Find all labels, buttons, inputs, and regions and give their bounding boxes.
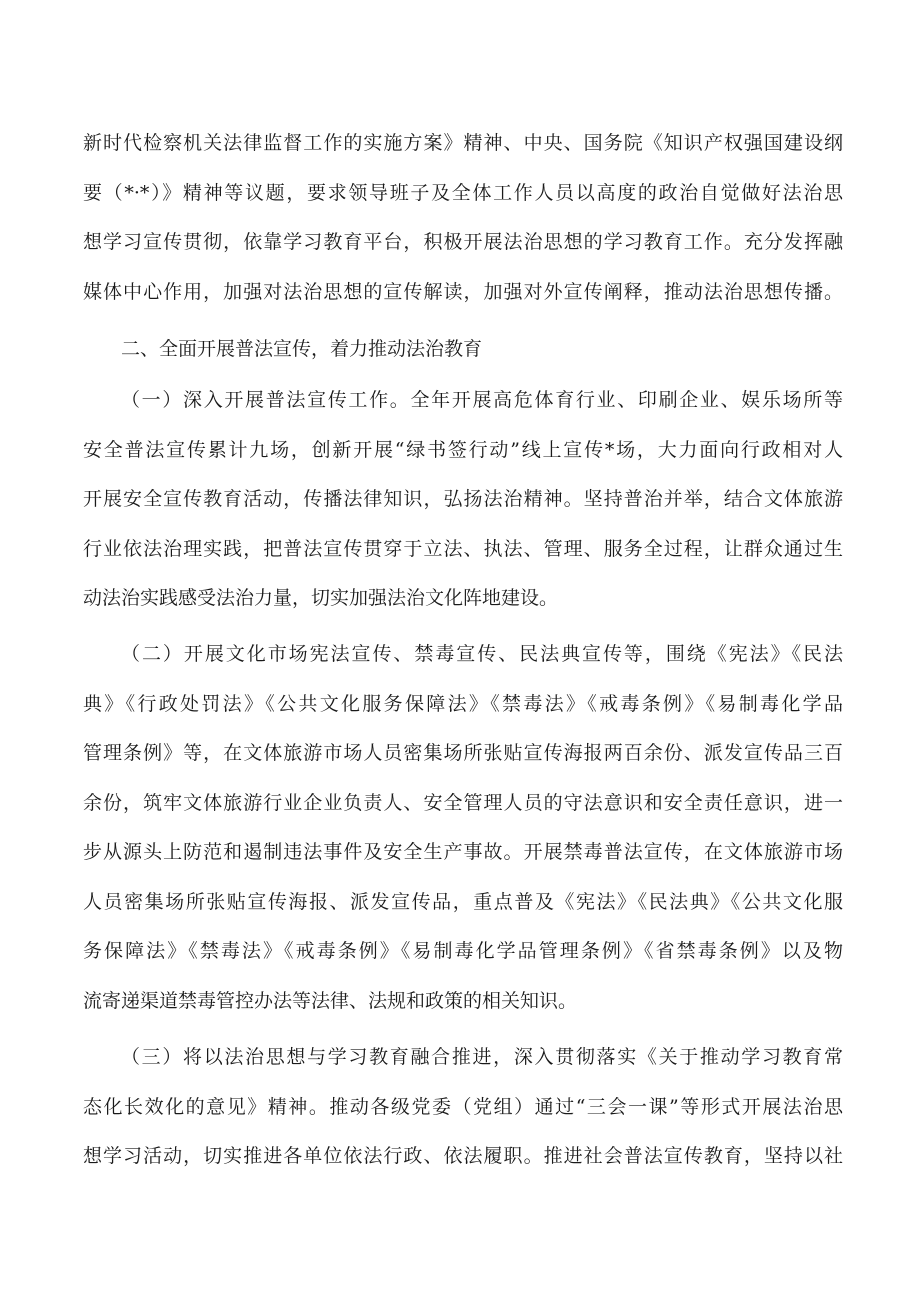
body-line: 安全普法宣传累计九场，创新开展“绿书签行动”线上宣传*场，大力面向行政相对人: [83, 439, 843, 461]
body-line: 典》《行政处罚法》《公共文化服务保障法》《禁毒法》《戒毒条例》《易制毒化学品: [83, 693, 843, 715]
paragraph-first-line: （一）深入开展普法宣传工作。全年开展高危体育行业、印刷企业、娱乐场所等: [121, 389, 843, 411]
body-line: 步从源头上防范和遏制违法事件及安全生产事故。开展禁毒普法宣传，在文体旅游市场: [83, 841, 843, 863]
section-heading: 二、全面开展普法宣传，着力推动法治教育: [121, 338, 483, 360]
body-line: 媒体中心作用，加强对法治思想的宣传解读，加强对外宣传阐释，推动法治思想传播。: [83, 281, 843, 303]
body-line: 开展安全宣传教育活动，传播法律知识，弘扬法治精神。坚持普治并举，结合文体旅游: [83, 488, 843, 510]
body-line: 态化长效化的意见》精神。推动各级党委（党组）通过“三会一课”等形式开展法治思: [83, 1096, 843, 1118]
body-line: 余份，筑牢文体旅游行业企业负责人、安全管理人员的守法意识和安全责任意识，进一: [83, 792, 843, 814]
body-line: 流寄递渠道禁毒管控办法等法律、法规和政策的相关知识。: [83, 990, 578, 1012]
body-line: 务保障法》《禁毒法》《戒毒条例》《易制毒化学品管理条例》《省禁毒条例》以及物: [83, 940, 843, 962]
body-line: 想学习活动，切实推进各单位依法行政、依法履职。推进社会普法宣传教育，坚持以社: [83, 1145, 843, 1167]
body-line: 行业依法治理实践，把普法宣传贯穿于立法、执法、管理、服务全过程，让群众通过生: [83, 538, 843, 560]
body-line: 人员密集场所张贴宣传海报、派发宣传品，重点普及《宪法》《民法典》《公共文化服: [83, 891, 843, 913]
body-line: 动法治实践感受法治力量，切实加强法治文化阵地建设。: [83, 587, 559, 609]
body-line: 想学习宣传贯彻，依靠学习教育平台，积极开展法治思想的学习教育工作。充分发挥融: [83, 231, 843, 253]
paragraph-first-line: （二）开展文化市场宪法宣传、禁毒宣传、民法典宣传等，围绕《宪法》《民法: [121, 643, 843, 665]
body-line: 要（*·*）》精神等议题，要求领导班子及全体工作人员以高度的政治自觉做好法治思: [83, 182, 843, 204]
paragraph-first-line: （三）将以法治思想与学习教育融合推进，深入贯彻落实《关于推动学习教育常: [121, 1046, 843, 1068]
body-line: 新时代检察机关法律监督工作的实施方案》精神、中央、国务院《知识产权强国建设纲: [83, 132, 843, 154]
body-line: 管理条例》等，在文体旅游市场人员密集场所张贴宣传海报两百余份、派发宣传品三百: [83, 742, 843, 764]
